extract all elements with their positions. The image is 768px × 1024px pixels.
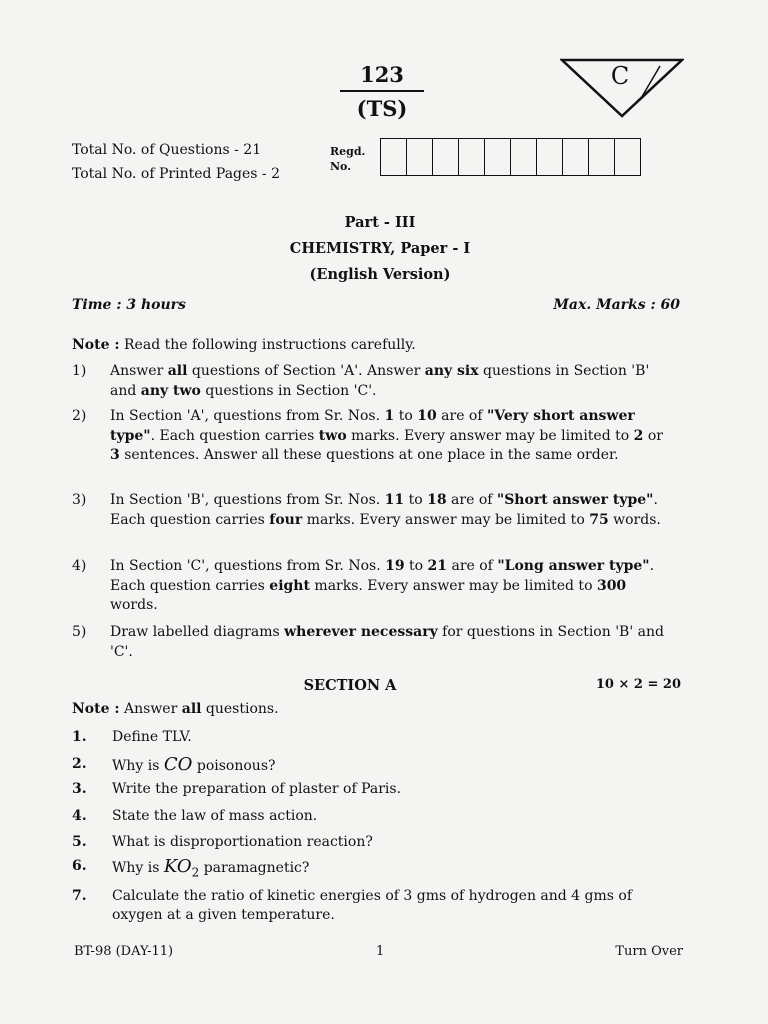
totals-block [72, 138, 280, 186]
instruction-text: In Section 'B', questions from Sr. Nos. 11 to 18 are of "Short answer type". Each question carries four marks. Every answer may be limited to 75 words. [110, 492, 661, 528]
regd-label-line1: Regd. [330, 145, 366, 158]
instruction-number: 1) [72, 363, 87, 379]
instruction-item [72, 491, 672, 530]
total-questions: Total No. of Questions - 21 [72, 142, 262, 158]
instruction-text: In Section 'A', questions from Sr. Nos. 1 to 10 are of "Very short answer type". Each question carries two marks. Every answer may be limited to 2 or 3 sentences. Answer all these questions at one place in the same order. [110, 408, 663, 463]
regd-box[interactable] [615, 139, 640, 175]
regd-number-boxes [380, 138, 641, 176]
question-number: 7. [72, 888, 87, 904]
paper-version-code: (TS) [356, 96, 408, 121]
question-text: State the law of mass action. [112, 808, 318, 824]
regd-label [330, 144, 365, 174]
section-a-title: SECTION A [303, 677, 397, 694]
question-item [72, 857, 672, 883]
question-text: What is disproportionation reaction? [112, 834, 373, 850]
instruction-item [72, 557, 672, 616]
question-item [72, 780, 672, 799]
regd-box[interactable] [589, 139, 615, 175]
question-text: Why is $KO_2$ paramagnetic? [112, 856, 310, 880]
paper-number: 123 [340, 62, 424, 92]
regd-box[interactable] [511, 139, 537, 175]
instruction-item [72, 407, 672, 466]
instruction-number: 5) [72, 624, 87, 640]
version-title: (English Version) [309, 266, 451, 283]
turn-over-label: Turn Over [615, 944, 683, 959]
paper-code [340, 62, 424, 121]
question-number: 1. [72, 729, 87, 745]
instruction-number: 3) [72, 492, 87, 508]
regd-box[interactable] [407, 139, 433, 175]
instruction-text: Answer all questions of Section 'A'. Answer any six questions in Section 'B' and any two questions in Section 'C'. [110, 363, 650, 399]
regd-box[interactable] [381, 139, 407, 175]
set-letter: C [610, 62, 630, 90]
set-badge [560, 56, 684, 118]
note-text: Read the following instructions carefully. [124, 337, 416, 353]
regd-box[interactable] [537, 139, 563, 175]
footer-code: BT-98 (DAY-11) [74, 944, 174, 959]
instructions-note [72, 337, 416, 353]
instruction-text: Draw labelled diagrams wherever necessary for questions in Section 'B' and 'C'. [110, 624, 664, 660]
time-label: Time : 3 hours [72, 297, 186, 313]
regd-box[interactable] [563, 139, 589, 175]
total-pages: Total No. of Printed Pages - 2 [72, 166, 281, 182]
question-item [72, 887, 672, 925]
instruction-item [72, 362, 672, 401]
question-number: 3. [72, 781, 87, 797]
question-item [72, 755, 672, 776]
page-number: 1 [376, 944, 385, 959]
question-item [72, 728, 672, 747]
question-number: 6. [72, 858, 87, 874]
max-marks-label: Max. Marks : 60 [553, 297, 680, 313]
part-title: Part - III [344, 214, 416, 231]
question-item [72, 833, 672, 852]
instruction-number: 2) [72, 408, 87, 424]
regd-box[interactable] [485, 139, 511, 175]
question-number: 4. [72, 808, 87, 824]
section-a-marks: 10 × 2 = 20 [595, 677, 681, 692]
instruction-item [72, 623, 672, 662]
note-label: Note : [72, 337, 120, 353]
question-text: Why is CO poisonous? [112, 754, 276, 775]
note-label: Note : [72, 701, 120, 717]
question-item [72, 807, 672, 826]
regd-label-line2: No. [330, 160, 352, 173]
question-text: Write the preparation of plaster of Paris. [112, 781, 402, 797]
instruction-text: In Section 'C', questions from Sr. Nos. 19 to 21 are of "Long answer type". Each question carries eight marks. Every answer may be limited to 300 words. [110, 558, 655, 613]
question-number: 5. [72, 834, 87, 850]
question-number: 2. [72, 756, 87, 772]
instruction-number: 4) [72, 558, 87, 574]
question-text: Calculate the ratio of kinetic energies of 3 gms of hydrogen and 4 gms of oxygen at a given temperature. [112, 888, 633, 923]
regd-box[interactable] [459, 139, 485, 175]
note-text: Answer all questions. [124, 701, 279, 717]
subject-title: CHEMISTRY, Paper - I [289, 240, 471, 257]
regd-box[interactable] [433, 139, 459, 175]
question-text: Define TLV. [112, 729, 192, 745]
section-a-note [72, 701, 279, 717]
